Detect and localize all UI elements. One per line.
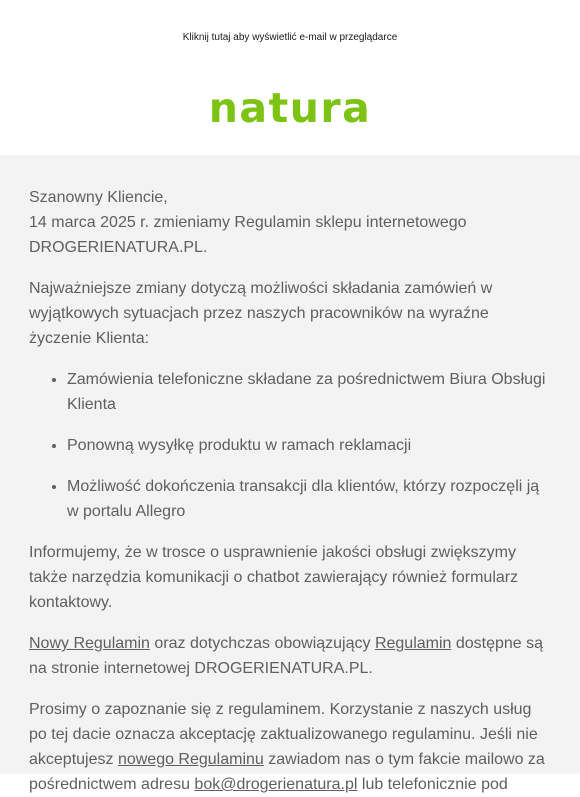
greeting xyxy=(29,185,552,260)
list-item: • Zamówienia telefoniczne składane za pośrednictwem Biura Obsługi Klienta xyxy=(67,367,552,417)
regulamin-paragraph xyxy=(29,631,552,681)
email-body xyxy=(0,155,580,793)
new-regulamin-link[interactable]: Nowy Regulamin xyxy=(29,635,150,652)
intro-paragraph: Najważniejsze zmiany dotyczą możliwości składania zamówień w wyjątkowych sytuacjach przez naszych pracowników na wyraźne życzenie Klienta: xyxy=(29,280,493,347)
chatbot-paragraph: Informujemy, że w trosce o usprawnienie jakości obsługi zwiększymy także narzędzia komunikacji o chatbot zawierający również formularz kontaktowy. xyxy=(29,544,519,611)
new-regulamin-link-2[interactable]: nowego Regulaminu xyxy=(117,751,264,768)
regulamin-text-1: oraz dotychczas obowiązujący xyxy=(149,635,375,652)
changes-list xyxy=(29,367,552,524)
email-header xyxy=(0,0,580,155)
email-address-link[interactable]: bok@drogerienatura.pl xyxy=(194,776,358,793)
closing-text-2: zawiadom nas o tym fakcie mailowo za pośrednictwem adresu xyxy=(29,751,545,793)
regulamin-text-2: dostępne są na stronie internetowej DROGERIENATURA.PL. xyxy=(29,635,544,677)
greeting-salutation: Szanowny Kliencie, xyxy=(29,189,168,206)
closing-text-3: lub telefonicznie pod xyxy=(357,776,508,793)
current-regulamin-link[interactable]: Regulamin xyxy=(374,635,452,652)
natura-logo[interactable]: natura xyxy=(208,84,372,132)
view-in-browser-link[interactable]: Kliknij tutaj aby wyświetlić e-mail w przeglądarce xyxy=(182,32,398,43)
greeting-announcement: 14 marca 2025 r. zmieniamy Regulamin sklepu internetowego DROGERIENATURA.PL. xyxy=(29,214,467,256)
closing-text-1: Prosimy o zapoznanie się z regulaminem. Korzystanie z naszych usług po tej dacie oznacza akceptację zaktualizowanego regulaminu. Jeśli nie akceptujesz xyxy=(29,701,538,768)
list-item: • Ponowną wysyłkę produktu w ramach reklamacji xyxy=(67,433,552,458)
list-item: • Możliwość dokończenia transakcji dla klientów, którzy rozpoczęli ją w portalu Allegro xyxy=(67,474,552,524)
closing-paragraph xyxy=(29,697,552,797)
